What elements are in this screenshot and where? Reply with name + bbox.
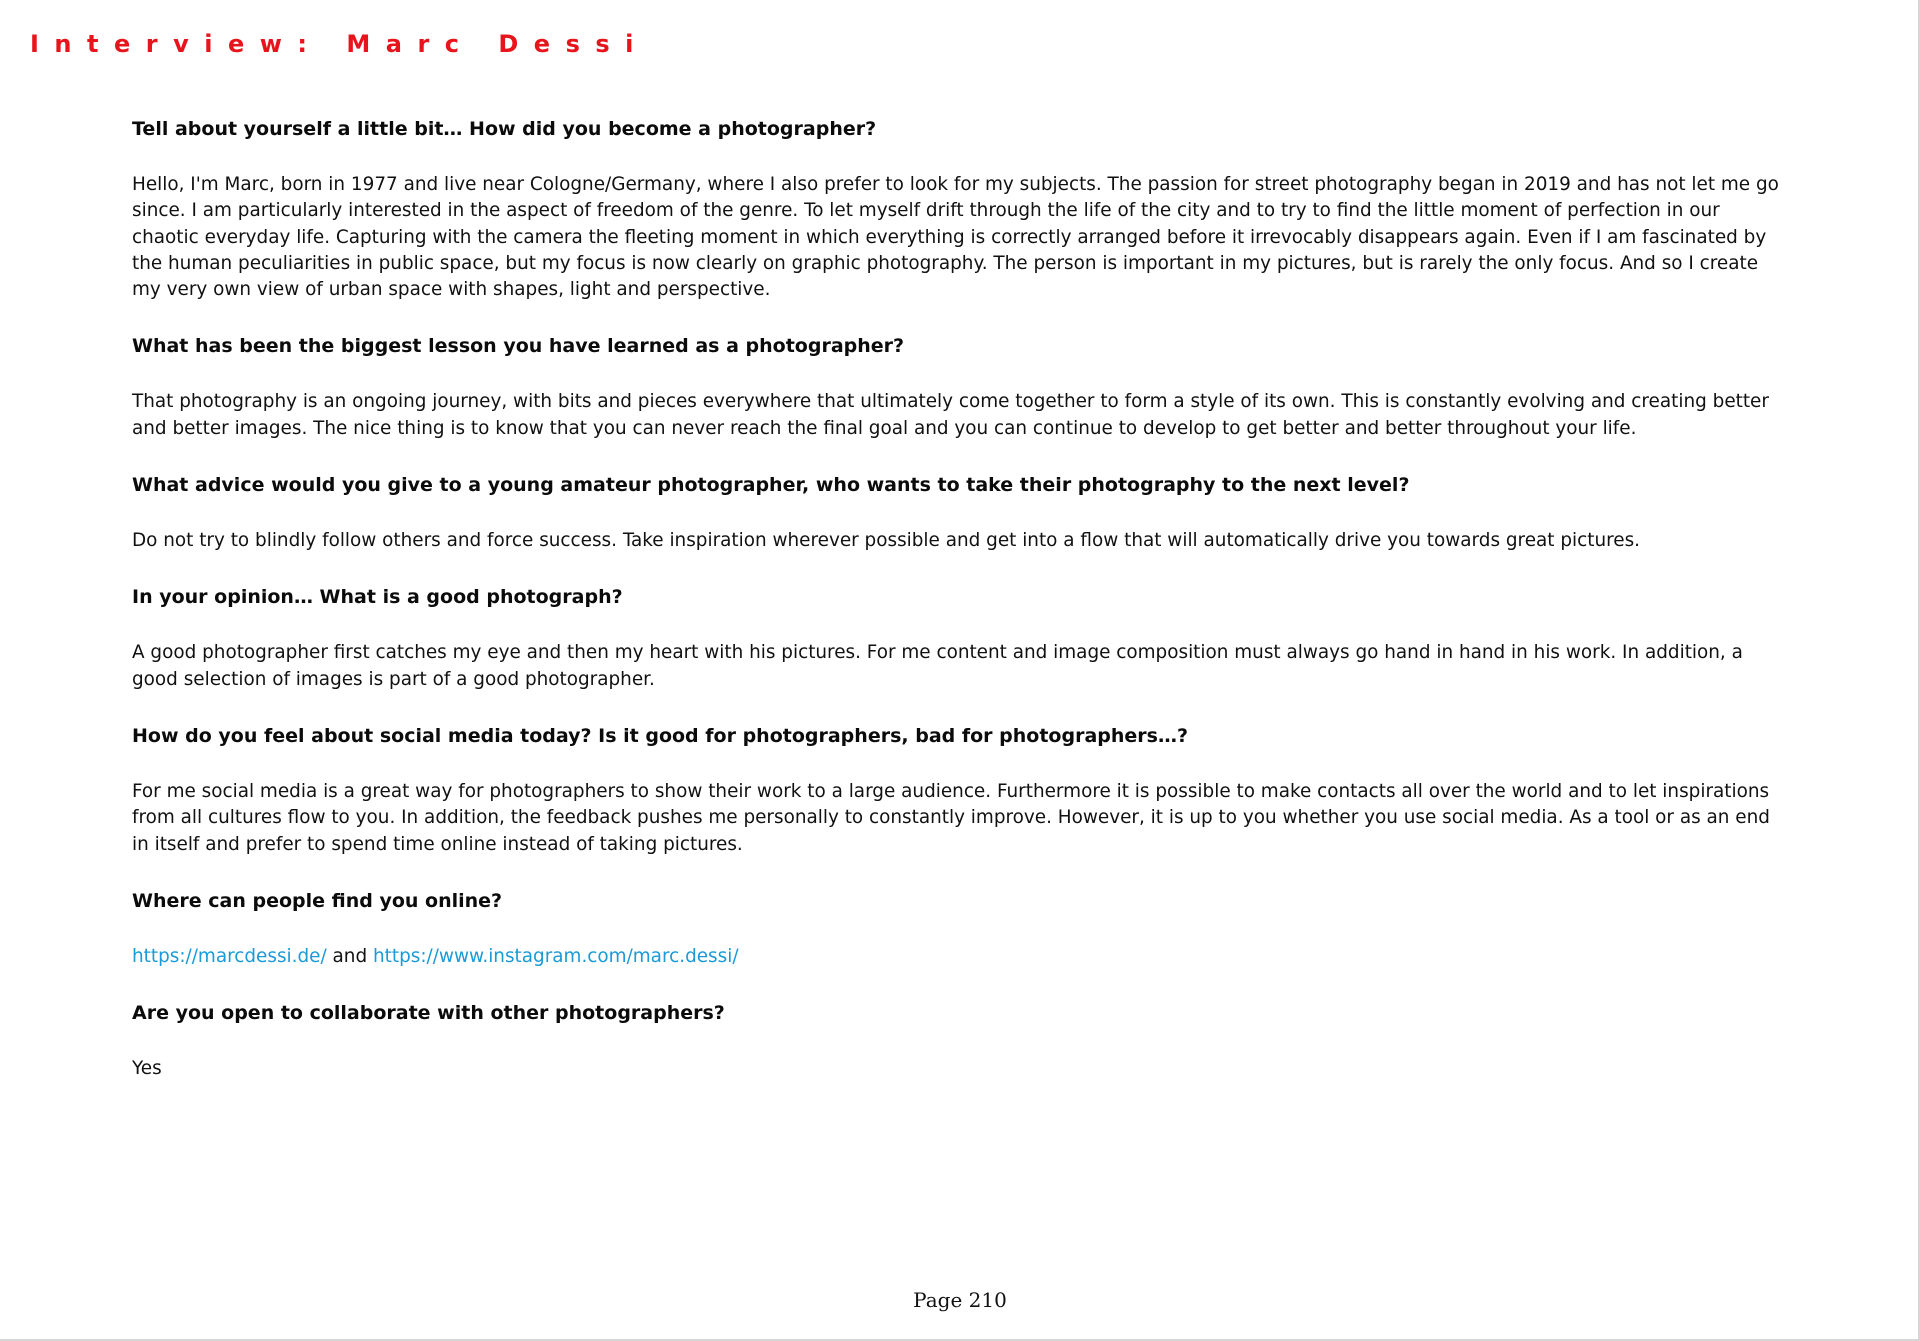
answer-1: Hello, I'm Marc, born in 1977 and live near Cologne/Germany, where I also prefer to look for my subjects. The passion for street photography began in 2019 and has not let me go since. I am particularly interested in the aspect of freedom of the genre. To let myself drift through the life of the city and to try to find the little moment of perfection in our chaotic everyday life. Capturing with the camera the fleeting moment in which everything is correctly arranged before it irrevocably disappears again. Even if I am fascinated by the human peculiarities in public space, but my focus is now clearly on graphic photography. The person is important in my pictures, but is rarely the only focus. And so I create my very own view of urban space with shapes, light and perspective. [132,174,1779,301]
question-7: Are you open to collaborate with other photographers? [132,1002,725,1025]
question-1: Tell about yourself a little bit… How did you become a photographer? [132,118,877,140]
question-4: In your opinion… What is a good photograph? [132,586,623,609]
instagram-link[interactable]: https://www.instagram.com/marc.dessi/ [373,945,739,967]
answer-6-links [132,944,1792,970]
question-3: What advice would you give to a young amateur photographer, who wants to take their photography to the next level? [132,474,1410,497]
answer-5: For me social media is a great way for photographers to show their work to a large audience. Furthermore it is possible to make contacts all over the world and to let inspirations from all cultures flow to you. In addition, the feedback pushes me personally to constantly improve. However, it is up to you whether you use social media. As a tool or as an end in itself and prefer to spend time online instead of taking pictures. [132,780,1770,855]
answer-4: A good photographer first catches my eye and then my heart with his pictures. For me content and image composition must always go hand in hand in his work. In addition, a good selection of images is part of a good photographer. [132,642,1743,690]
website-link[interactable]: https://marcdessi.de/ [132,945,327,967]
link-connector: and [332,945,368,967]
answer-7: Yes [132,1058,162,1080]
question-6: Where can people find you online? [132,889,503,912]
question-2: What has been the biggest lesson you have learned as a photographer? [132,335,905,358]
question-5: How do you feel about social media today? Is it good for photographers, bad for photographers…? [132,724,1188,747]
answer-3: Do not try to blindly follow others and force success. Take inspiration wherever possible and get into a flow that will automatically drive you towards great pictures. [132,530,1641,552]
interview-content [132,116,1792,1112]
page-title: Interview: Marc Dessi [30,30,649,58]
answer-2: That photography is an ongoing journey, with bits and pieces everywhere that ultimately come together to form a style of its own. This is constantly evolving and creating better and better images. The nice thing is to know that you can never reach the final goal and you can continue to develop to get better and better throughout your life. [132,391,1769,439]
page-number: Page 210 [913,1288,1007,1312]
